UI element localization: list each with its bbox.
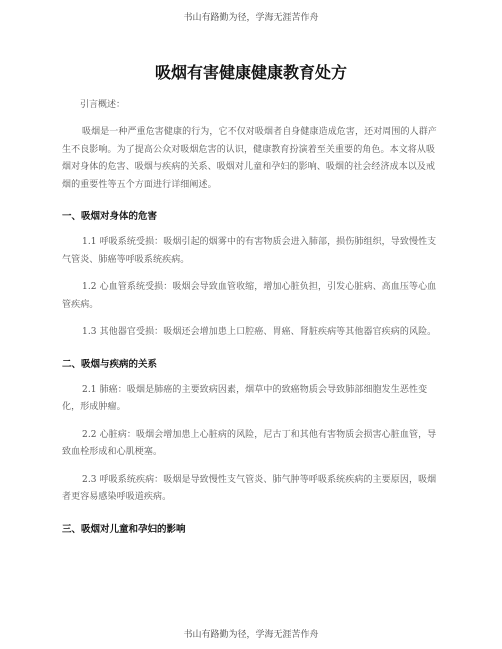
section-item: 2.3 呼吸系统疾病：吸烟是导致慢性支气管炎、肺气肿等呼吸系统疾病的主要原因，吸烟者更容易感染呼吸道疾病。: [62, 474, 437, 502]
document-title: 吸烟有害健康健康教育处方: [154, 63, 347, 82]
section-item: 2.1 肺癌：吸烟是肺癌的主要致病因素，烟草中的致癌物质会导致肺部细胞发生恶性变化，形成肿瘤。: [62, 384, 428, 412]
section-item: 1.3 其他器官受损：吸烟还会增加患上口腔癌、胃癌、肾脏疾病等其他器官疾病的风险。: [82, 327, 437, 337]
section-item: 1.2 心血管系统受损：吸烟会导致血管收缩，增加心脏负担，引发心脏病、高血压等心血管疾病。: [62, 282, 437, 310]
section-heading: 二、吸烟与疾病的关系: [62, 358, 158, 370]
page-footer: 书山有路勤为径，学海无涯苦作舟: [183, 630, 319, 640]
document-body: [62, 98, 442, 547]
section-item: 1.1 呼吸系统受损：吸烟引起的烟雾中的有害物质会进入肺部，损伤肺组织，导致慢性支气管炎、肺癌等呼吸系统疾病。: [62, 237, 437, 265]
page-header: 书山有路勤为径，学海无涯苦作舟: [183, 13, 319, 23]
intro-paragraph: 吸烟是一种严重危害健康的行为，它不仅对吸烟者自身健康造成危害，还对周围的人群产生不良影响。为了提高公众对吸烟危害的认识，健康教育扮演着至关重要的角色。本文将从吸烟对身体的危害、吸烟与疾病的关系、吸烟对儿童和孕妇的影响、吸烟的社会经济成本以及戒烟的重要性等五个方面进行详细阐述。: [62, 127, 437, 190]
section-heading: 三、吸烟对儿童和孕妇的影响: [62, 523, 186, 535]
intro-label: 引言概述：: [80, 100, 126, 110]
section-item: 2.2 心脏病：吸烟会增加患上心脏病的风险，尼古丁和其他有害物质会损害心脏血管，导致血栓形成和心肌梗塞。: [62, 429, 437, 457]
section-heading: 一、吸烟对身体的危害: [62, 211, 158, 222]
